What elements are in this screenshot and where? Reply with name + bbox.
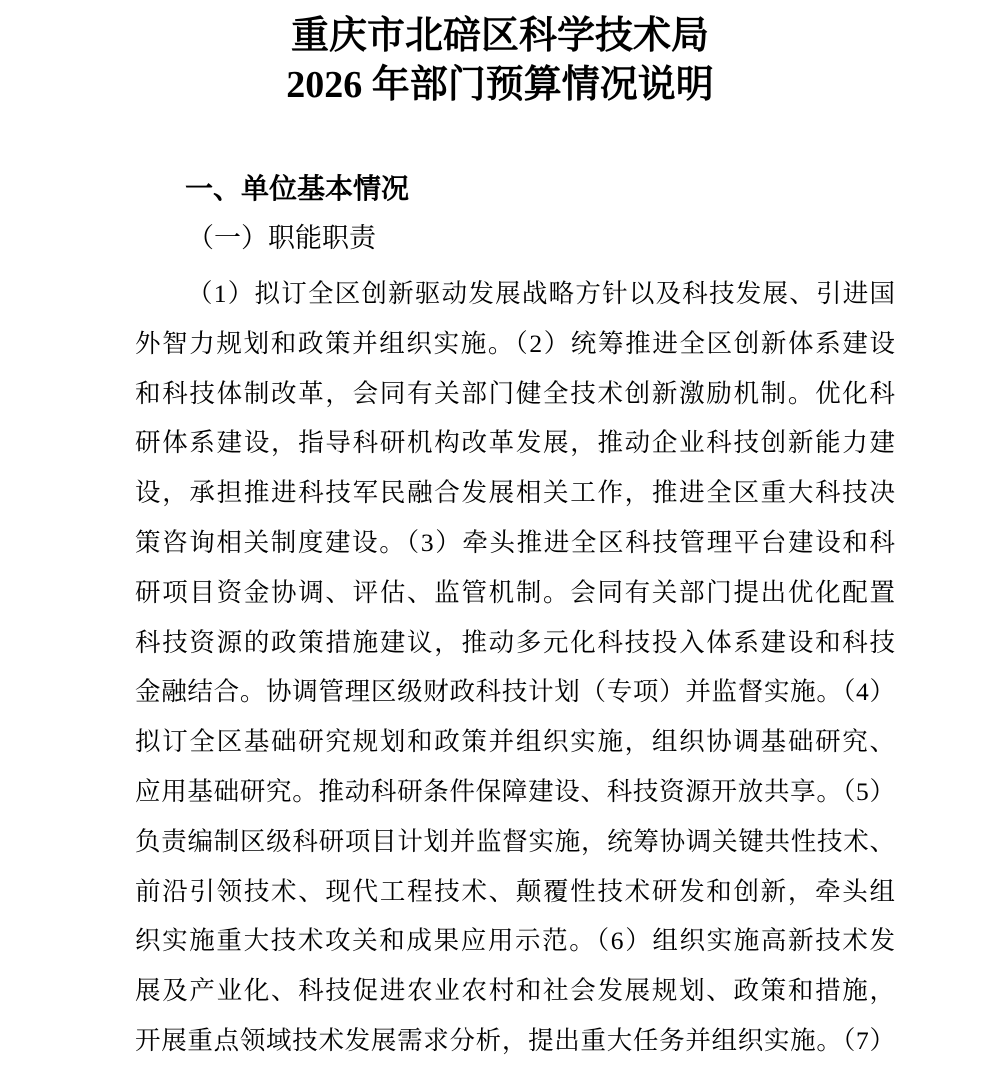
- paragraph-line: 外智力规划和政策并组织实施。（2）统筹推进全区创新体系建设: [135, 328, 895, 358]
- paragraph-line: 应用基础研究。推动科研条件保障建设、科技资源开放共享。（5）: [135, 776, 895, 806]
- paragraph-line: 和科技体制改革，会同有关部门健全技术创新激励机制。优化科: [135, 378, 895, 408]
- paragraph-line: 科技资源的政策措施建议，推动多元化科技投入体系建设和科技: [135, 627, 895, 657]
- paragraph-line: 金融结合。协调管理区级财政科技计划（专项）并监督实施。（4）: [135, 677, 895, 707]
- paragraph-line: 展及产业化、科技促进农业农村和社会发展规划、政策和措施，: [135, 976, 895, 1006]
- subsection-heading: （一）职能职责: [187, 223, 376, 253]
- document-title-line-2: 2026 年部门预算情况说明: [286, 64, 714, 106]
- document-title: [0, 0, 1000, 110]
- paragraph-line: 拟订全区基础研究规划和政策并组织实施，组织协调基础研究、: [135, 727, 895, 757]
- document-body: [135, 173, 895, 1066]
- paragraph-line: 织实施重大技术攻关和成果应用示范。（6）组织实施高新技术发: [135, 926, 895, 956]
- paragraph-line: 前沿引领技术、现代工程技术、颠覆性技术研发和创新，牵头组: [135, 876, 895, 906]
- paragraph-line: 负责编制区级科研项目计划并监督实施，统筹协调关键共性技术、: [135, 826, 895, 856]
- paragraph-line: 开展重点领域技术发展需求分析，提出重大任务并组织实施。（7）: [135, 1025, 895, 1055]
- paragraph-line: 研体系建设，指导科研机构改革发展，推动企业科技创新能力建: [135, 428, 895, 458]
- paragraph-line: 设，承担推进科技军民融合发展相关工作，推进全区重大科技决: [135, 478, 895, 508]
- section-heading: 一、单位基本情况: [185, 173, 410, 204]
- functions-paragraph: [135, 269, 895, 1066]
- paragraph-line: （1）拟订全区创新驱动发展战略方针以及科技发展、引进国: [187, 279, 895, 308]
- paragraph-line: 研项目资金协调、评估、监管机制。会同有关部门提出优化配置: [135, 577, 895, 607]
- paragraph-line: 策咨询相关制度建设。（3）牵头推进全区科技管理平台建设和科: [135, 527, 895, 557]
- document-title-line-1: 重庆市北碚区科学技术局: [290, 15, 709, 57]
